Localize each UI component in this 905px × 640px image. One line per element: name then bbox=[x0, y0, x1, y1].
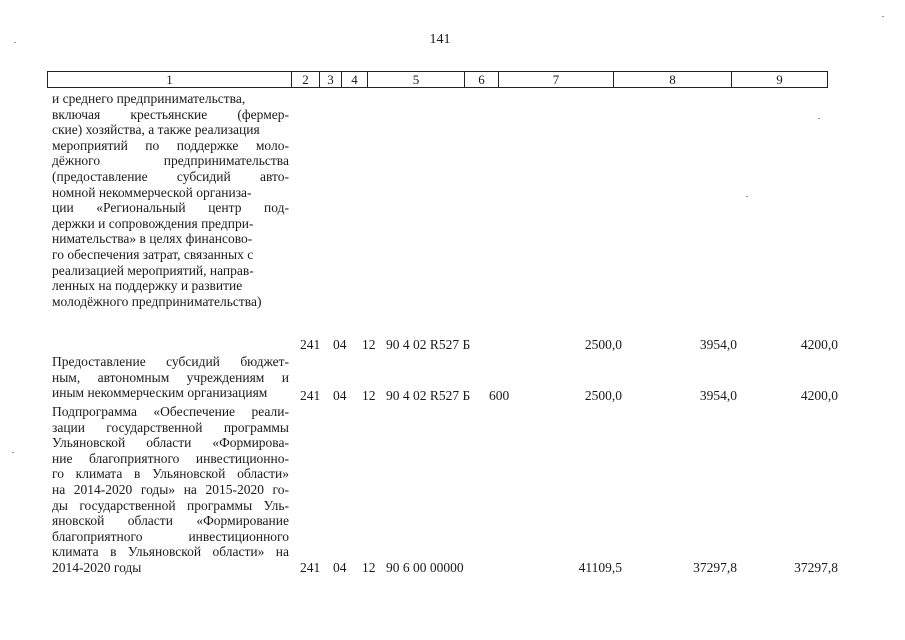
description-line: Предоставление субсидий бюджет- bbox=[52, 354, 289, 369]
description-line: молодёжного предпринимательства) bbox=[52, 293, 262, 309]
description-line: 2014-2020 годы bbox=[52, 559, 142, 575]
description-line: иным некоммерческим организациям bbox=[52, 385, 268, 401]
cell-col-5: 90 4 02 R527 Б bbox=[386, 388, 471, 403]
scan-speck bbox=[818, 118, 820, 119]
cell-col-6: 600 bbox=[489, 388, 510, 403]
description-line: ские) хозяйства, а также реализация bbox=[52, 122, 260, 138]
description-line: и среднего предпринимательства, bbox=[52, 91, 246, 106]
cell-col-2: 241 bbox=[300, 560, 321, 575]
scan-speck bbox=[746, 196, 748, 197]
column-header-5: 5 bbox=[368, 72, 465, 88]
description-line: мероприятий по поддержке моло- bbox=[52, 137, 289, 153]
column-header-2: 2 bbox=[292, 72, 320, 88]
description-line: го обеспечения затрат, связанных с bbox=[52, 246, 254, 262]
description-line: го климата в Ульяновской области» bbox=[52, 466, 289, 482]
column-header-1: 1 bbox=[48, 72, 292, 88]
description-line: ции «Региональный центр под- bbox=[52, 200, 289, 216]
cell-col-3: 04 bbox=[333, 337, 347, 352]
page-number: 141 bbox=[429, 32, 451, 47]
column-header-8: 8 bbox=[614, 72, 732, 88]
description-line: на 2014-2020 годы» на 2015-2020 го- bbox=[52, 481, 289, 497]
row-description bbox=[52, 404, 289, 576]
description-line: дёжного предпринимательства bbox=[52, 153, 289, 169]
description-line: яновской области «Формирование bbox=[52, 513, 289, 529]
row-description bbox=[52, 354, 289, 401]
column-header-9: 9 bbox=[732, 72, 828, 88]
description-line: номной некоммерческой организа- bbox=[52, 184, 252, 200]
cell-col-7: 41109,5 bbox=[578, 560, 622, 575]
cell-col-3: 04 bbox=[333, 388, 347, 403]
description-line: Подпрограмма «Обеспечение реали- bbox=[52, 404, 289, 419]
cell-col-8: 37297,8 bbox=[693, 560, 737, 575]
description-line: Ульяновской области «Формирова- bbox=[52, 435, 289, 451]
cell-col-8: 3954,0 bbox=[699, 337, 737, 352]
cell-col-4: 12 bbox=[362, 337, 376, 352]
description-line: зации государственной программы bbox=[52, 419, 289, 435]
cell-col-9: 4200,0 bbox=[800, 388, 838, 403]
description-line: реализацией мероприятий, направ- bbox=[52, 262, 254, 278]
description-line: благоприятного инвестиционного bbox=[52, 528, 289, 544]
cell-col-4: 12 bbox=[362, 560, 376, 575]
column-header-6: 6 bbox=[465, 72, 499, 88]
cell-col-7: 2500,0 bbox=[584, 388, 622, 403]
cell-col-7: 2500,0 bbox=[584, 337, 622, 352]
column-header-4: 4 bbox=[342, 72, 368, 88]
description-line: нимательства» в целях финансово- bbox=[52, 231, 253, 247]
cell-col-3: 04 bbox=[333, 560, 347, 575]
description-line: держки и сопровождения предпри- bbox=[52, 215, 254, 231]
description-line: климата в Ульяновской области» на bbox=[52, 544, 289, 560]
cell-col-4: 12 bbox=[362, 388, 376, 403]
description-line: включая крестьянские (фермер- bbox=[52, 106, 289, 122]
cell-col-5: 90 4 02 R527 Б bbox=[386, 337, 471, 352]
row-description bbox=[52, 91, 289, 309]
cell-col-9: 37297,8 bbox=[794, 560, 838, 575]
column-header-7: 7 bbox=[499, 72, 614, 88]
description-line: (предоставление субсидий авто- bbox=[52, 168, 289, 184]
cell-col-8: 3954,0 bbox=[699, 388, 737, 403]
description-line: ным, автономным учреждениям и bbox=[52, 369, 289, 385]
cell-col-2: 241 bbox=[300, 337, 321, 352]
scan-speck bbox=[882, 16, 884, 17]
cell-col-2: 241 bbox=[300, 388, 321, 403]
column-header-3: 3 bbox=[320, 72, 342, 88]
description-line: ды государственной программы Уль- bbox=[52, 497, 289, 513]
scan-speck bbox=[14, 42, 16, 43]
description-line: ние благоприятного инвестиционно- bbox=[52, 450, 289, 466]
scan-speck bbox=[12, 452, 14, 453]
column-header-table bbox=[47, 71, 828, 88]
description-line: ленных на поддержку и развитие bbox=[52, 278, 243, 294]
cell-col-9: 4200,0 bbox=[800, 337, 838, 352]
cell-col-5: 90 6 00 00000 bbox=[386, 560, 464, 575]
